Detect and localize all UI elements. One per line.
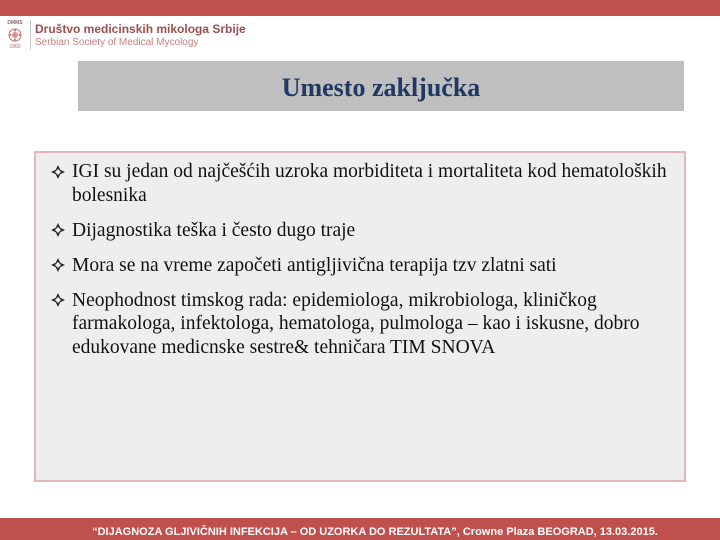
bullet-item — [50, 160, 672, 207]
logo-bottom-text: 1960 — [9, 44, 21, 50]
society-name: Društvo medicinskih mikologa Srbije — [35, 22, 246, 36]
title-banner — [78, 61, 684, 111]
diamond-bullet-icon — [50, 254, 72, 276]
bullet-text: Dijagnostika teška i često dugo traje — [72, 219, 356, 241]
content-box — [34, 151, 686, 482]
diamond-bullet-icon — [50, 219, 72, 241]
header-divider — [30, 20, 31, 50]
logo-top-text: DMMS — [7, 20, 23, 26]
bullet-text: Neophodnost timskog rada: epidemiologa, mikrobiologa, kliničkog farmakologa, infektologa, hematologa, pulmologa – kao i iskusne, dobro edukovane medicnske sestre& tehničara TIM SNOVA — [72, 289, 640, 358]
bullet-item — [50, 219, 672, 243]
diamond-bullet-icon — [50, 289, 72, 311]
bullet-item — [50, 254, 672, 278]
top-accent-bar — [0, 0, 720, 16]
footer-bar — [0, 518, 720, 540]
slide-title: Umesto zaključka — [281, 73, 481, 102]
mycology-emblem-icon — [8, 28, 22, 42]
diamond-bullet-icon — [50, 160, 72, 182]
bullet-text: Mora se na vreme započeti antigljivična terapija tzv zlatni sati — [72, 254, 557, 276]
society-name-english: Serbian Society of Medical Mycology — [35, 37, 199, 48]
society-logo — [2, 20, 28, 50]
footer-event-text: “DIJAGNOZA GLJIVIČNIH INFEKCIJA – OD UZORKA DO REZULTATA”, Crowne Plaza BEOGRAD, 13.03.2015. — [92, 526, 658, 538]
bullet-text: IGI su jedan od najčešćih uzroka morbiditeta i mortaliteta kod hematoloških bolesnika — [72, 161, 667, 206]
bullet-item — [50, 289, 672, 360]
bullet-list — [50, 160, 672, 359]
